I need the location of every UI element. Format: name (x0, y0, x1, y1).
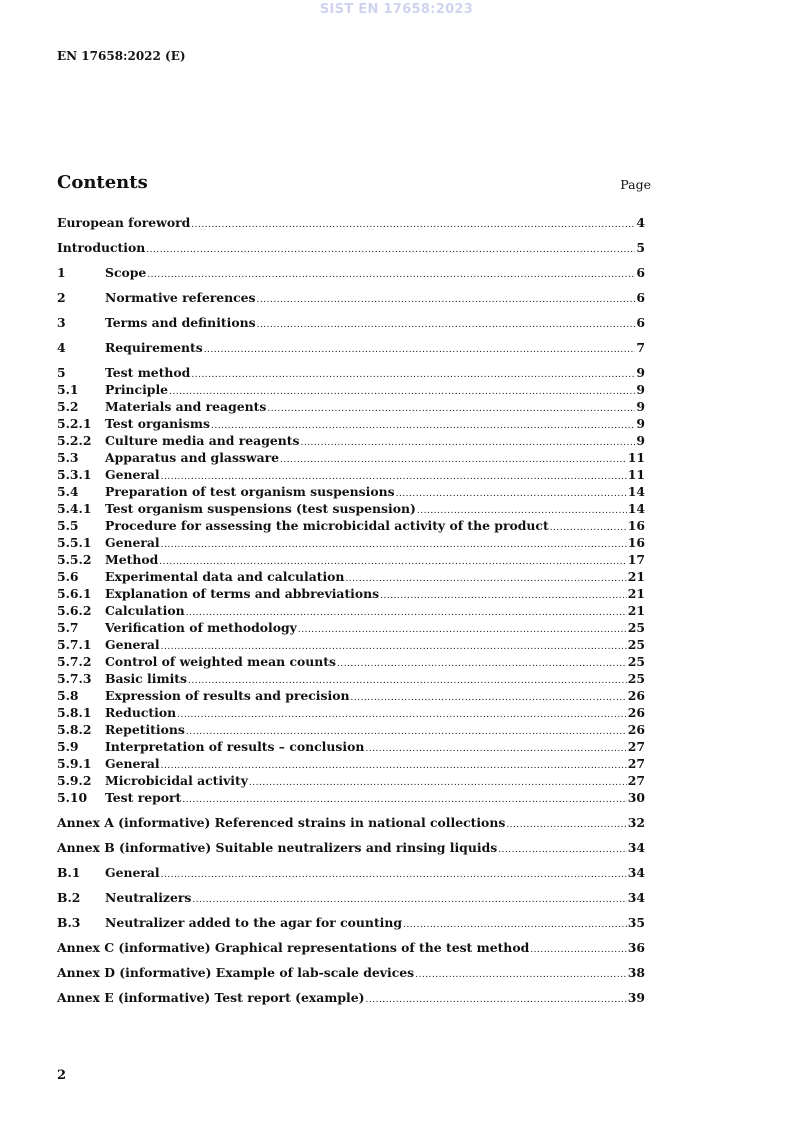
toc-entry[interactable] (57, 721, 645, 738)
toc-entry[interactable] (57, 466, 645, 483)
toc-entry-title: Experimental data and calculation (105, 569, 345, 584)
toc-entry[interactable] (57, 500, 645, 517)
toc-entry-title: Introduction (57, 240, 146, 255)
toc-entry-title: General (105, 756, 160, 771)
dot-leader (550, 520, 627, 537)
toc-entry[interactable] (57, 704, 645, 721)
dot-leader (300, 435, 635, 452)
toc-entry-number: 3 (57, 315, 66, 330)
toc-entry-number: 5.1 (57, 382, 79, 397)
dot-leader (380, 588, 627, 605)
toc-entry-number: 5.2.1 (57, 416, 92, 431)
toc-entry-number: 5.9 (57, 739, 79, 754)
dot-leader (192, 892, 626, 909)
toc-entry[interactable] (57, 339, 645, 356)
toc-entry-title: European foreword (57, 215, 191, 230)
toc-entry-page: 34 (627, 890, 645, 905)
dot-leader (350, 690, 626, 707)
dot-leader (161, 867, 627, 884)
toc-entry[interactable] (57, 551, 645, 568)
toc-entry-title: Control of weighted mean counts (105, 654, 336, 669)
toc-entry-title: Materials and reagents (105, 399, 267, 414)
toc-entry[interactable] (57, 814, 645, 831)
toc-entry-page: 25 (627, 620, 645, 635)
toc-entry-page: 21 (627, 586, 645, 601)
toc-entry-page: 25 (627, 671, 645, 686)
toc-entry[interactable] (57, 415, 645, 432)
toc-entry-page: 26 (627, 705, 645, 720)
toc-entry-title: Requirements (105, 340, 203, 355)
dot-leader (161, 537, 627, 554)
toc-entry-title: Interpretation of results – conclusion (105, 739, 365, 754)
dot-leader (146, 242, 635, 259)
toc-entry[interactable] (57, 214, 645, 231)
toc-entry[interactable] (57, 517, 645, 534)
toc-entry[interactable] (57, 839, 645, 856)
toc-entry-number: 5.4.1 (57, 501, 92, 516)
toc-entry-page: 14 (627, 484, 645, 499)
toc-entry-page: 27 (627, 756, 645, 771)
toc-entry[interactable] (57, 483, 645, 500)
toc-entry-page: 6 (636, 290, 645, 305)
toc-entry[interactable] (57, 738, 645, 755)
table-of-contents (57, 214, 645, 1006)
toc-entry-page: 27 (627, 739, 645, 754)
dot-leader (249, 775, 627, 792)
toc-entry-page: 9 (636, 365, 645, 380)
toc-entry-page: 9 (636, 399, 645, 414)
toc-entry-page: 5 (636, 240, 645, 255)
toc-entry-page: 16 (627, 535, 645, 550)
dot-leader (415, 967, 627, 984)
dot-leader (345, 571, 626, 588)
toc-entry-number: 5.7 (57, 620, 79, 635)
toc-entry-page: 38 (627, 965, 645, 980)
toc-entry[interactable] (57, 789, 645, 806)
toc-entry-number: 5.9.2 (57, 773, 92, 788)
toc-entry-number: 5.6 (57, 569, 79, 584)
toc-entry[interactable] (57, 432, 645, 449)
toc-entry[interactable] (57, 619, 645, 636)
toc-entry-page: 6 (636, 265, 645, 280)
toc-entry-title: Procedure for assessing the microbicidal activity of the product (105, 518, 549, 533)
dot-leader (182, 792, 626, 809)
toc-entry-page: 27 (627, 773, 645, 788)
toc-entry-title: Annex B (informative) Suitable neutralizers and rinsing liquids (57, 840, 498, 855)
toc-entry[interactable] (57, 534, 645, 551)
toc-entry-number: 5.10 (57, 790, 88, 805)
toc-entry-number: 5.6.2 (57, 603, 92, 618)
toc-entry[interactable] (57, 364, 645, 381)
toc-entry-page: 34 (627, 840, 645, 855)
toc-entry[interactable] (57, 239, 645, 256)
toc-entry[interactable] (57, 939, 645, 956)
toc-entry-title: Verification of methodology (105, 620, 297, 635)
dot-leader (506, 817, 626, 834)
toc-entry-number: 1 (57, 265, 66, 280)
toc-entry-page: 14 (627, 501, 645, 516)
toc-entry[interactable] (57, 602, 645, 619)
toc-entry-title: Terms and definitions (105, 315, 256, 330)
page-number: 2 (57, 1068, 67, 1083)
toc-entry-number: 5.9.1 (57, 756, 92, 771)
toc-entry-page: 26 (627, 688, 645, 703)
toc-entry-number: 5.7.3 (57, 671, 92, 686)
toc-entry-page: 4 (636, 215, 645, 230)
toc-entry-title: Reduction (105, 705, 177, 720)
toc-entry-page: 11 (627, 467, 645, 482)
toc-entry-number: 5.6.1 (57, 586, 92, 601)
page-column-label: Page (620, 177, 651, 192)
toc-entry-page: 39 (627, 990, 645, 1005)
toc-entry-title: Principle (105, 382, 169, 397)
toc-entry-page: 25 (627, 637, 645, 652)
toc-entry-number: 5.7.2 (57, 654, 92, 669)
toc-entry-page: 21 (627, 603, 645, 618)
toc-entry-title: Culture media and reagents (105, 433, 300, 448)
toc-entry-page: 25 (627, 654, 645, 669)
toc-entry[interactable] (57, 889, 645, 906)
toc-entry-page: 9 (636, 416, 645, 431)
toc-entry-number: 5.3.1 (57, 467, 92, 482)
toc-entry-title: Microbicidal activity (105, 773, 248, 788)
toc-entry-page: 7 (636, 340, 645, 355)
toc-entry-title: Neutralizers (105, 890, 192, 905)
toc-entry-page: 9 (636, 382, 645, 397)
dot-leader (191, 217, 635, 234)
toc-entry-number: 5.5.1 (57, 535, 92, 550)
dot-leader (366, 992, 627, 1009)
dot-leader (530, 942, 627, 959)
toc-entry[interactable] (57, 585, 645, 602)
watermark: SIST EN 17658:2023 (319, 2, 474, 17)
toc-entry-number: 5.2 (57, 399, 79, 414)
toc-entry-title: Explanation of terms and abbreviations (105, 586, 380, 601)
dot-leader (147, 267, 635, 284)
toc-entry-title: General (105, 467, 160, 482)
toc-entry-title: Annex C (informative) Graphical representations of the test method (57, 940, 530, 955)
dot-leader (403, 917, 627, 934)
dot-leader (280, 452, 627, 469)
toc-entry-title: General (105, 637, 160, 652)
toc-entry-page: 32 (627, 815, 645, 830)
toc-entry-number: B.3 (57, 915, 81, 930)
toc-entry-page: 21 (627, 569, 645, 584)
toc-entry-number: 5.7.1 (57, 637, 92, 652)
toc-entry-title: General (105, 865, 160, 880)
toc-entry-title: Apparatus and glassware (105, 450, 280, 465)
dot-leader (267, 401, 635, 418)
toc-entry-number: 5.8.1 (57, 705, 92, 720)
toc-entry[interactable] (57, 653, 645, 670)
toc-entry-page: 26 (627, 722, 645, 737)
toc-entry-page: 35 (627, 915, 645, 930)
toc-entry-page: 30 (627, 790, 645, 805)
toc-entry[interactable] (57, 670, 645, 687)
toc-entry-title: Test report (105, 790, 182, 805)
document-id: EN 17658:2022 (E) (57, 49, 186, 63)
toc-entry-title: Calculation (105, 603, 185, 618)
toc-entry-title: Repetitions (105, 722, 185, 737)
toc-entry[interactable] (57, 398, 645, 415)
toc-entry[interactable] (57, 772, 645, 789)
toc-entry-title: Basic limits (105, 671, 187, 686)
dot-leader (498, 842, 627, 859)
dot-leader (257, 292, 636, 309)
dot-leader (191, 367, 635, 384)
toc-entry-page: 16 (627, 518, 645, 533)
toc-entry-title: Normative references (105, 290, 256, 305)
toc-entry[interactable] (57, 264, 645, 281)
dot-leader (298, 622, 627, 639)
toc-entry-title: Test method (105, 365, 191, 380)
toc-entry[interactable] (57, 449, 645, 466)
toc-entry-title: Annex D (informative) Example of lab-scale devices (57, 965, 415, 980)
toc-entry-title: Test organisms (105, 416, 210, 431)
toc-entry-number: 4 (57, 340, 66, 355)
toc-entry-title: Annex A (informative) Referenced strains in national collections (57, 815, 506, 830)
toc-entry-title: Test organism suspensions (test suspension) (105, 501, 416, 516)
toc-entry-title: Neutralizer added to the agar for counting (105, 915, 403, 930)
toc-entry[interactable] (57, 864, 645, 881)
toc-entry-number: 5.3 (57, 450, 79, 465)
toc-entry-page: 36 (627, 940, 645, 955)
dot-leader (365, 741, 626, 758)
toc-entry-number: 5.5.2 (57, 552, 92, 567)
toc-entry[interactable] (57, 381, 645, 398)
toc-entry-number: 5.8 (57, 688, 79, 703)
dot-leader (257, 317, 636, 334)
toc-entry-number: 2 (57, 290, 66, 305)
toc-entry-page: 9 (636, 433, 645, 448)
toc-entry-number: 5.5 (57, 518, 79, 533)
toc-entry[interactable] (57, 289, 645, 306)
toc-entry[interactable] (57, 914, 645, 931)
toc-entry-number: 5.4 (57, 484, 79, 499)
toc-entry[interactable] (57, 568, 645, 585)
toc-entry[interactable] (57, 687, 645, 704)
toc-entry-page: 6 (636, 315, 645, 330)
toc-entry-title: Annex E (informative) Test report (example) (57, 990, 365, 1005)
toc-entry[interactable] (57, 989, 645, 1006)
toc-entry[interactable] (57, 755, 645, 772)
toc-entry[interactable] (57, 964, 645, 981)
toc-entry-title: Method (105, 552, 159, 567)
contents-title: Contents (57, 172, 148, 193)
toc-entry[interactable] (57, 636, 645, 653)
toc-entry-title: Scope (105, 265, 147, 280)
dot-leader (177, 707, 627, 724)
dot-leader (204, 342, 636, 359)
toc-entry-number: 5.8.2 (57, 722, 92, 737)
dot-leader (396, 486, 627, 503)
toc-entry-page: 11 (627, 450, 645, 465)
toc-entry-number: 5.2.2 (57, 433, 92, 448)
toc-entry-title: General (105, 535, 160, 550)
toc-entry-page: 34 (627, 865, 645, 880)
toc-entry-number: 5 (57, 365, 66, 380)
toc-entry-page: 17 (627, 552, 645, 567)
toc-entry-title: Expression of results and precision (105, 688, 350, 703)
toc-entry-number: B.1 (57, 865, 81, 880)
toc-entry[interactable] (57, 314, 645, 331)
dot-leader (337, 656, 627, 673)
toc-entry-title: Preparation of test organism suspensions (105, 484, 395, 499)
toc-entry-number: B.2 (57, 890, 81, 905)
